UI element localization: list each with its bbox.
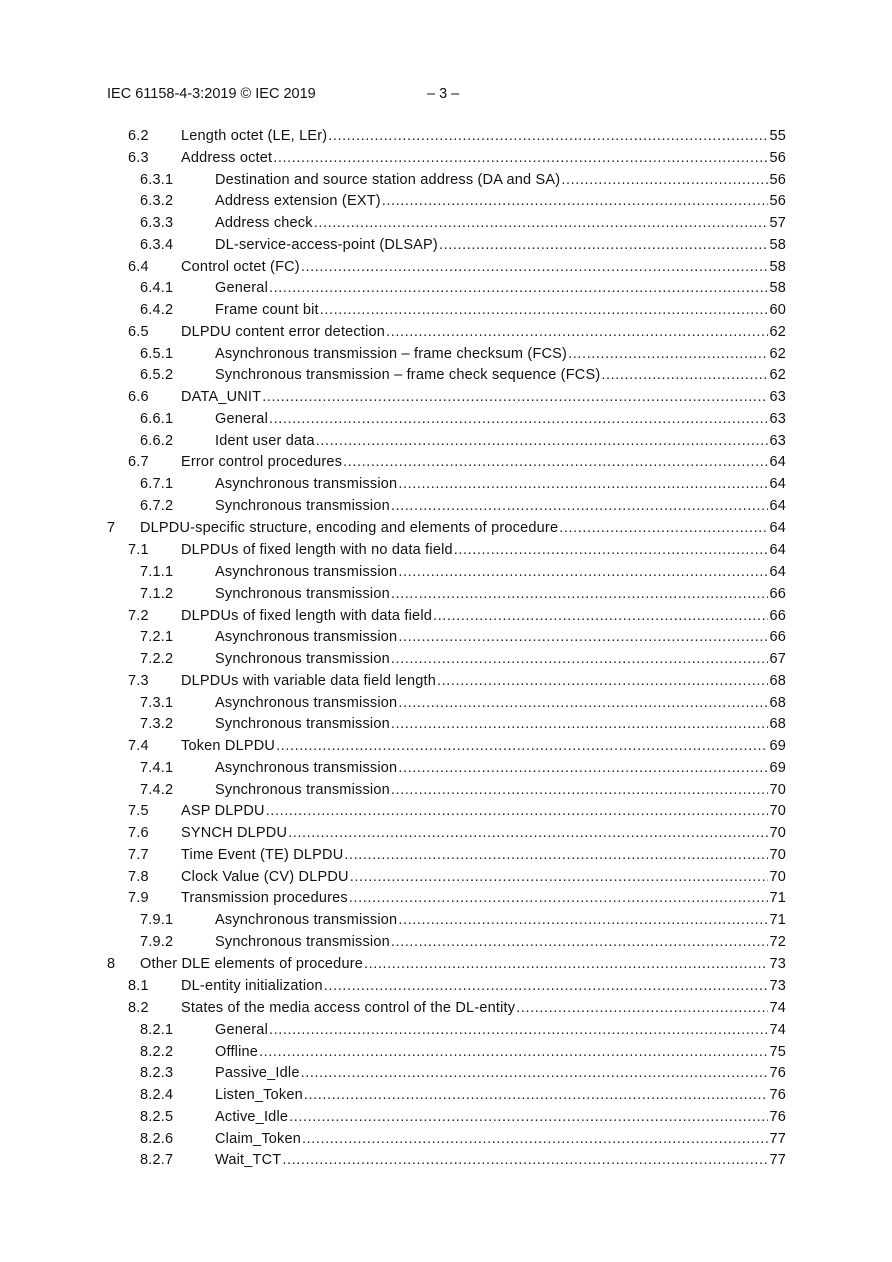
toc-entry[interactable] (0, 495, 892, 517)
toc-entry-number: 6.2 (128, 128, 149, 144)
toc-entry-page: 60 (769, 302, 786, 318)
toc-entry-title: Asynchronous transmission – frame checksum (FCS) (215, 345, 568, 362)
toc-entry-number: 6.3.3 (140, 215, 174, 231)
toc-entry-title: Synchronous transmission (215, 781, 390, 798)
toc-entry[interactable] (0, 931, 892, 953)
toc-entry[interactable] (0, 909, 892, 931)
toc-entry-page: 63 (769, 410, 786, 427)
toc-entry-number: 8.1 (128, 978, 149, 995)
toc-entry-page: 69 (769, 759, 786, 776)
toc-entry-title: Asynchronous transmission (215, 759, 398, 776)
toc-leader-dots (454, 539, 769, 561)
toc-entry-title: DL-service-access-point (DLSAP) (215, 236, 438, 253)
toc-entry-page: 66 (769, 629, 786, 646)
toc-leader-dots (349, 887, 769, 909)
toc-leader-dots (391, 583, 769, 605)
toc-entry-title: Listen_Token (215, 1087, 303, 1103)
toc-entry-page: 71 (769, 912, 786, 928)
toc-entry-number: 7.3 (128, 672, 149, 689)
toc-leader-dots (386, 321, 768, 343)
toc-leader-dots (344, 844, 768, 866)
toc-entry-number: 7.3.2 (140, 716, 174, 733)
toc-entry[interactable] (0, 1128, 892, 1150)
toc-entry[interactable] (0, 299, 892, 321)
toc-entry-page: 71 (769, 890, 786, 907)
toc-entry[interactable] (0, 779, 892, 801)
toc-entry-title: Clock Value (CV) DLPDU (181, 868, 349, 885)
toc-entry-number: 7 (107, 519, 116, 536)
toc-entry[interactable] (0, 473, 892, 495)
toc-leader-dots (289, 1106, 768, 1128)
toc-entry[interactable] (0, 212, 892, 234)
toc-entry-number: 8.2.5 (140, 1108, 174, 1125)
toc-entry-page: 57 (769, 215, 786, 231)
toc-leader-dots (561, 169, 768, 191)
toc-entry-title: Frame count bit (215, 302, 319, 318)
toc-entry-page: 68 (769, 716, 786, 733)
toc-entry-title: General (215, 1021, 268, 1038)
toc-leader-dots (328, 125, 768, 147)
toc-entry-title: Ident user data (215, 432, 315, 449)
toc-entry-number: 7.8 (128, 868, 149, 885)
toc-leader-dots (269, 1019, 768, 1041)
toc-entry-page: 70 (769, 868, 786, 885)
toc-entry-number: 6.7.2 (140, 497, 174, 514)
toc-entry-page: 76 (769, 1065, 786, 1082)
toc-entry-page: 77 (769, 1130, 786, 1147)
toc-entry[interactable] (0, 670, 892, 692)
toc-entry-number: 7.4 (128, 738, 149, 754)
toc-entry-title: DLPDUs of fixed length with no data field (181, 542, 453, 559)
toc-entry[interactable] (0, 844, 892, 866)
toc-entry-page: 73 (769, 955, 786, 972)
toc-entry-title: Asynchronous transmission (215, 694, 398, 711)
toc-entry-page: 70 (769, 825, 786, 841)
toc-entry-title: General (215, 410, 268, 427)
toc-entry-page: 68 (769, 694, 786, 711)
toc-entry-title: DLPDUs with variable data field length (181, 672, 437, 689)
toc-entry-title: Wait_TCT (215, 1152, 282, 1169)
toc-entry-number: 6.6.1 (140, 410, 174, 427)
toc-entry-title: DLPDU-specific structure, encoding and elements of procedure (140, 519, 559, 536)
toc-entry-title: Address octet (181, 149, 273, 166)
toc-leader-dots (391, 495, 769, 517)
toc-entry-title: Transmission procedures (181, 890, 348, 907)
toc-entry-page: 72 (769, 933, 786, 950)
toc-entry[interactable] (0, 451, 892, 473)
toc-entry-page: 68 (769, 672, 786, 689)
toc-leader-dots (262, 386, 768, 408)
toc-entry-title: States of the media access control of the DL-entity (181, 1000, 516, 1016)
toc-entry-page: 63 (769, 432, 786, 449)
toc-entry[interactable] (0, 1149, 892, 1171)
toc-entry-number: 6.3.1 (140, 171, 174, 188)
toc-entry-title: Passive_Idle (215, 1065, 300, 1082)
toc-entry-page: 64 (769, 564, 786, 580)
toc-leader-dots (266, 800, 769, 822)
toc-entry[interactable] (0, 430, 892, 452)
toc-entry-number: 8.2.1 (140, 1021, 174, 1038)
toc-entry[interactable] (0, 386, 892, 408)
toc-entry-page: 74 (769, 1000, 786, 1016)
toc-leader-dots (439, 234, 769, 256)
toc-entry-number: 8.2 (128, 1000, 149, 1016)
toc-entry[interactable] (0, 822, 892, 844)
toc-leader-dots (276, 735, 768, 757)
toc-entry[interactable] (0, 277, 892, 299)
toc-entry-title: Time Event (TE) DLPDU (181, 846, 344, 863)
toc-entry-number: 7.2.1 (140, 629, 174, 646)
toc-entry-page: 66 (769, 585, 786, 602)
toc-entry-number: 7.4.2 (140, 781, 174, 798)
toc-entry-page: 62 (769, 345, 786, 362)
toc-entry-number: 7.3.1 (140, 694, 174, 711)
toc-entry-number: 8.2.2 (140, 1043, 174, 1060)
toc-entry[interactable] (0, 997, 892, 1019)
toc-entry-page: 58 (769, 236, 786, 253)
toc-leader-dots (269, 408, 768, 430)
toc-leader-dots (273, 147, 768, 169)
toc-entry[interactable] (0, 190, 892, 212)
toc-entry[interactable] (0, 648, 892, 670)
toc-entry-number: 6.3.4 (140, 236, 174, 253)
toc-entry-title: Synchronous transmission – frame check sequence (FCS) (215, 367, 601, 384)
toc-entry-page: 70 (769, 846, 786, 863)
toc-entry-number: 8.2.3 (140, 1065, 174, 1082)
toc-entry-number: 6.5 (128, 323, 149, 340)
toc-leader-dots (398, 473, 768, 495)
toc-entry-number: 8.2.6 (140, 1130, 174, 1147)
toc-entry-page: 64 (769, 497, 786, 514)
toc-entry-number: 7.2 (128, 607, 149, 624)
toc-entry-number: 7.2.2 (140, 651, 174, 667)
toc-entry-title: Offline (215, 1043, 259, 1060)
toc-entry-page: 58 (769, 258, 786, 275)
toc-entry-title: DLPDU content error detection (181, 323, 386, 340)
toc-leader-dots (433, 605, 768, 627)
toc-entry-title: Asynchronous transmission (215, 564, 398, 580)
toc-entry-page: 64 (769, 542, 786, 559)
toc-leader-dots (343, 451, 768, 473)
toc-entry-title: Synchronous transmission (215, 933, 390, 950)
toc-entry[interactable] (0, 321, 892, 343)
toc-leader-dots (391, 648, 769, 670)
toc-entry-number: 6.5.2 (140, 367, 174, 384)
toc-leader-dots (398, 561, 768, 583)
toc-entry[interactable] (0, 1041, 892, 1063)
toc-leader-dots (304, 1084, 769, 1106)
toc-entry-number: 7.9.2 (140, 933, 174, 950)
toc-entry-page: 76 (769, 1108, 786, 1125)
toc-entry[interactable] (0, 735, 892, 757)
toc-leader-dots (391, 779, 769, 801)
toc-entry[interactable] (0, 343, 892, 365)
toc-leader-dots (301, 1062, 769, 1084)
toc-entry-title: Address check (215, 215, 313, 231)
toc-entry[interactable] (0, 147, 892, 169)
toc-entry-title: Control octet (FC) (181, 258, 300, 275)
toc-leader-dots (301, 256, 769, 278)
toc-entry-page: 74 (769, 1021, 786, 1038)
toc-entry-title: General (215, 280, 268, 297)
toc-entry-title: Token DLPDU (181, 738, 276, 754)
toc-entry[interactable] (0, 408, 892, 430)
toc-entry-number: 7.9 (128, 890, 149, 907)
toc-entry[interactable] (0, 234, 892, 256)
toc-leader-dots (391, 713, 769, 735)
toc-entry-number: 7.1.2 (140, 585, 174, 602)
toc-entry-page: 55 (769, 128, 786, 144)
toc-leader-dots (391, 931, 769, 953)
toc-entry-page: 73 (769, 978, 786, 995)
toc-entry-page: 56 (769, 193, 786, 210)
toc-leader-dots (316, 430, 769, 452)
toc-entry[interactable] (0, 583, 892, 605)
toc-entry-title: SYNCH DLPDU (181, 825, 288, 841)
toc-entry-page: 56 (769, 149, 786, 166)
toc-leader-dots (398, 909, 768, 931)
toc-entry-page: 67 (769, 651, 786, 667)
toc-entry-number: 6.4.1 (140, 280, 174, 297)
toc-entry-page: 77 (769, 1152, 786, 1169)
toc-entry-title: Asynchronous transmission (215, 912, 398, 928)
toc-entry[interactable] (0, 757, 892, 779)
toc-entry[interactable] (0, 626, 892, 648)
toc-leader-dots (364, 953, 768, 975)
toc-leader-dots (559, 517, 768, 539)
toc-entry-page: 64 (769, 454, 786, 471)
toc-entry[interactable] (0, 605, 892, 627)
toc-entry-number: 6.4.2 (140, 302, 174, 318)
toc-leader-dots (437, 670, 768, 692)
toc-entry-title: DLPDUs of fixed length with data field (181, 607, 433, 624)
toc-entry-title: Address extension (EXT) (215, 193, 381, 210)
toc-leader-dots (302, 1128, 768, 1150)
toc-entry[interactable] (0, 800, 892, 822)
toc-entry[interactable] (0, 866, 892, 888)
toc-entry-title: DL-entity initialization (181, 978, 323, 995)
toc-entry-title: DATA_UNIT (181, 389, 262, 405)
toc-entry-number: 7.1 (128, 542, 149, 559)
toc-entry-title: Synchronous transmission (215, 585, 390, 602)
toc-entry-number: 6.7.1 (140, 476, 174, 492)
toc-entry-title: Asynchronous transmission (215, 629, 398, 646)
toc-leader-dots (320, 299, 769, 321)
toc-leader-dots (350, 866, 769, 888)
toc-entry-page: 69 (769, 738, 786, 754)
toc-entry-title: Synchronous transmission (215, 716, 390, 733)
toc-entry-title: ASP DLPDU (181, 803, 265, 820)
toc-entry[interactable] (0, 125, 892, 147)
toc-entry-page: 56 (769, 171, 786, 188)
toc-entry-number: 7.9.1 (140, 912, 174, 928)
toc-leader-dots (324, 975, 769, 997)
toc-leader-dots (259, 1041, 768, 1063)
toc-entry-page: 66 (769, 607, 786, 624)
toc-entry-number: 6.3 (128, 149, 149, 166)
toc-leader-dots (314, 212, 769, 234)
toc-entry[interactable] (0, 1084, 892, 1106)
toc-entry-number: 6.7 (128, 454, 149, 471)
toc-leader-dots (568, 343, 768, 365)
toc-entry-number: 7.7 (128, 846, 149, 863)
toc-entry-title: Length octet (LE, LEr) (181, 128, 328, 144)
toc-entry-number: 6.3.2 (140, 193, 174, 210)
toc-entry[interactable] (0, 713, 892, 735)
toc-entry-title: Active_Idle (215, 1108, 289, 1125)
toc-entry-number: 6.4 (128, 258, 149, 275)
toc-entry[interactable] (0, 517, 892, 539)
toc-entry[interactable] (0, 1062, 892, 1084)
toc-entry-number: 7.6 (128, 825, 149, 841)
toc-entry-page: 58 (769, 280, 786, 297)
toc-leader-dots (601, 364, 768, 386)
toc-entry[interactable] (0, 256, 892, 278)
toc-entry-number: 6.5.1 (140, 345, 174, 362)
toc-entry-number: 7.1.1 (140, 564, 174, 580)
toc-leader-dots (398, 692, 768, 714)
toc-entry[interactable] (0, 975, 892, 997)
toc-entry-number: 8.2.4 (140, 1087, 174, 1103)
toc-entry[interactable] (0, 539, 892, 561)
toc-entry-title: Claim_Token (215, 1130, 302, 1147)
toc-leader-dots (382, 190, 769, 212)
toc-entry[interactable] (0, 1106, 892, 1128)
toc-entry-page: 75 (769, 1043, 786, 1060)
toc-entry[interactable] (0, 1019, 892, 1041)
toc-entry-number: 7.5 (128, 803, 149, 820)
toc-entry-page: 62 (769, 323, 786, 340)
toc-entry-title: Asynchronous transmission (215, 476, 398, 492)
toc-entry-title: Synchronous transmission (215, 497, 390, 514)
toc-entry-title: Synchronous transmission (215, 651, 390, 667)
toc-entry-title: Other DLE elements of procedure (140, 955, 364, 972)
toc-entry-page: 70 (769, 803, 786, 820)
toc-entry-number: 6.6 (128, 389, 149, 405)
toc-entry-number: 7.4.1 (140, 759, 174, 776)
toc-leader-dots (282, 1149, 768, 1171)
toc-leader-dots (398, 626, 768, 648)
toc-entry-page: 64 (769, 476, 786, 492)
toc-entry-page: 63 (769, 389, 786, 405)
toc-leader-dots (516, 997, 768, 1019)
toc-entry-number: 6.6.2 (140, 432, 174, 449)
toc-entry-title: Destination and source station address (DA and SA) (215, 171, 561, 188)
toc-leader-dots (398, 757, 768, 779)
toc-entry-page: 76 (769, 1087, 786, 1103)
toc-entry-number: 8.2.7 (140, 1152, 174, 1169)
toc-entry-title: Error control procedures (181, 454, 343, 471)
toc-entry[interactable] (0, 364, 892, 386)
toc-entry-page: 62 (769, 367, 786, 384)
toc-leader-dots (288, 822, 768, 844)
toc-entry[interactable] (0, 692, 892, 714)
toc-entry[interactable] (0, 887, 892, 909)
toc-entry-page: 70 (769, 781, 786, 798)
toc-entry-number: 8 (107, 955, 116, 972)
toc-entry-page: 64 (769, 519, 786, 536)
toc-entry[interactable] (0, 169, 892, 191)
toc-entry[interactable] (0, 953, 892, 975)
document-id: IEC 61158-4-3:2019 © IEC 2019 (107, 86, 316, 102)
toc-leader-dots (269, 277, 768, 299)
page-number: – 3 – (427, 86, 460, 102)
toc-entry[interactable] (0, 561, 892, 583)
